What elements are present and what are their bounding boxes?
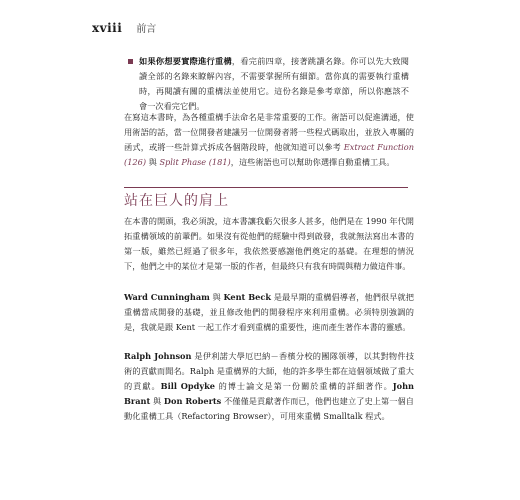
- bullet-square-icon: [128, 59, 133, 64]
- running-head: [92, 20, 156, 35]
- person-name: Ward Cunningham: [124, 292, 210, 302]
- person-name: Ralph Johnson: [124, 351, 192, 361]
- paragraph-text: 與: [150, 396, 164, 406]
- paragraph-text: ，這些術語也可以幫助你選擇自動重構工具。: [230, 157, 395, 167]
- paragraph-acknowledgement: 在本書的開頭，我必須說，這本書讓我虧欠很多人甚多，他們是在 1990 年代開拓重構領域的前輩們。如果沒有從他們的經驗中得到啟發，我就無法寫出本書的第一版，雖然已經過了很多年，我依然要感謝他們奠定的基礎。在理想的情況下，他們之中的某位才是第一版的作者，但最終只有我有時間與精力做這件事。: [124, 216, 414, 271]
- person-name: Don Roberts: [163, 396, 222, 406]
- running-head-section: 前言: [136, 24, 157, 35]
- paragraph-cunningham-beck: [124, 290, 414, 335]
- paragraph-johnson: [124, 349, 414, 424]
- section-divider: [124, 187, 408, 188]
- paragraph-text: 的博士論文是第一份關於重構的詳細著作。: [214, 381, 393, 391]
- person-name: Bill Opdyke: [160, 381, 215, 391]
- paragraph-text: 是伊利諾大學厄巴納－香檳分校的團隊領導，以其對物件技術的貢獻而聞名。Ralph 是重構界的大師，他的許多學生都在這個領域做了重大的貢獻。: [124, 351, 415, 391]
- paragraph-text: 不僅僅是貢獻著作而已，他們也建立了史上第一個自動化重構工具（Refactoring Browser），可用來重構 Smalltalk 程式。: [124, 396, 414, 421]
- person-name: Kent Beck: [223, 292, 272, 302]
- section-heading: 站在巨人的肩上: [124, 193, 229, 209]
- bullet-item: [139, 54, 409, 114]
- person-name: John Brant: [124, 381, 414, 406]
- paragraph-text: 在寫這本書時，為各種重構手法命名是非常重要的工作。術語可以促進溝通，使用術語的話，當一位開發者建議另一位開發者將一些程式碼取出，並放入專屬的函式，或將一些計算式拆成各個階段時，他就知道可以參考: [124, 112, 414, 152]
- bullet-lead: 如果你想要實際進行重構: [139, 56, 232, 66]
- reference-split-phase: Split Phase (181): [159, 157, 231, 167]
- bullet-text: ，看完前四章，接著跳讀名錄。你可以先大致閱讀全部的名錄來瞭解內容，不需要掌握所有細節。當你真的需要執行重構時，再閱讀有關的重構法並使用它。這份名錄是參考章節，所以你應該不會一次看完它們。: [139, 56, 409, 111]
- page-number: xviii: [92, 21, 123, 35]
- paragraph-naming: [124, 110, 414, 170]
- reference-extract-function: Extract Function (126): [124, 142, 414, 167]
- paragraph-text: 與: [146, 157, 160, 167]
- paragraph-text: 與: [209, 292, 224, 302]
- paragraph-text: 是最早期的重構倡導者，他們很早就把重構當成開發的基礎，並且修改他們的開發程序來利用重構。必須特別強調的是，我就是跟 Kent 一起工作才看到重構的重要性，進而產生著作本書的靈感。: [124, 292, 414, 332]
